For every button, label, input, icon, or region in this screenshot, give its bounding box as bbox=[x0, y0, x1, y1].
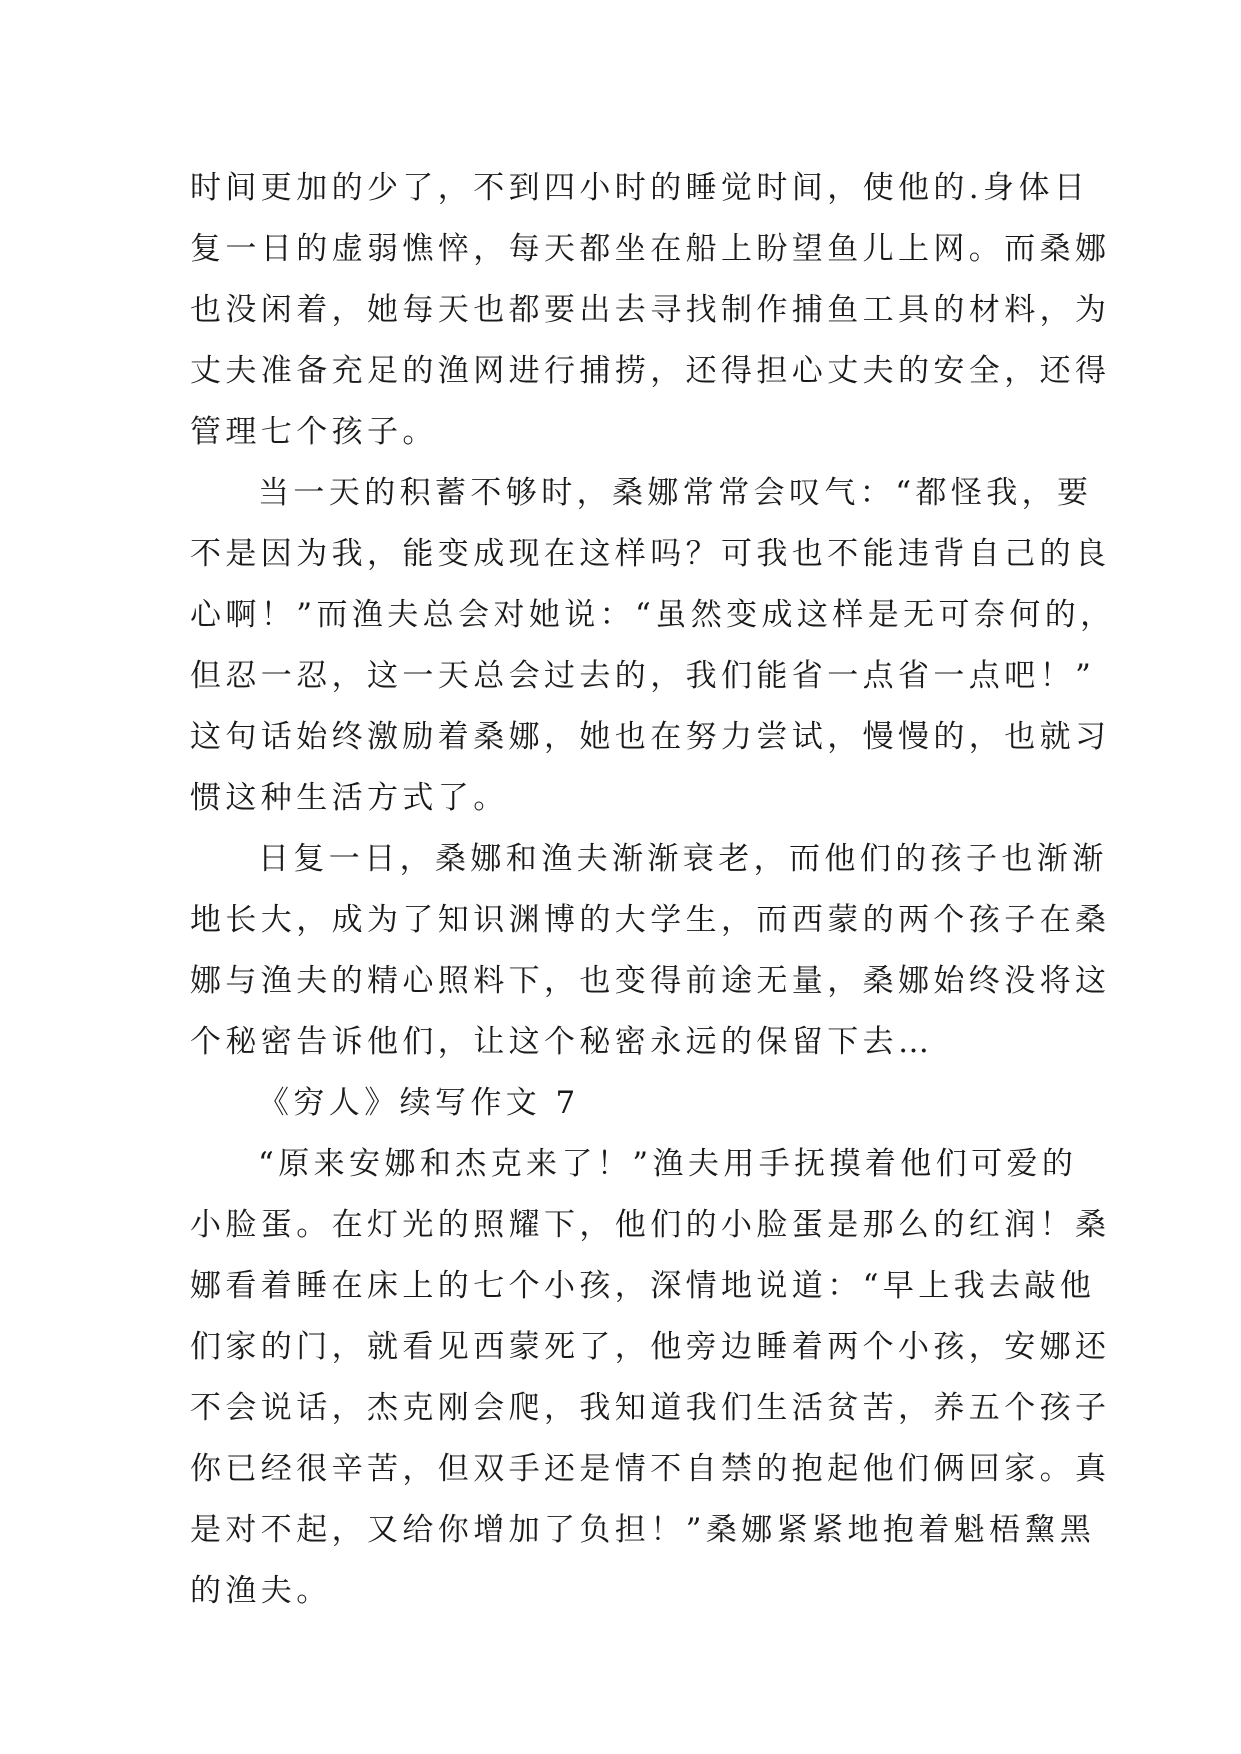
text-line: 娜与渔夫的精心照料下，也变得前途无量，桑娜始终没将这 bbox=[190, 963, 1111, 999]
text-line: 管理七个孩子。 bbox=[190, 414, 438, 450]
text-line: 心啊！”而渔夫总会对她说：“虽然变成这样是无可奈何的， bbox=[190, 597, 1116, 633]
document-body bbox=[190, 158, 1116, 1622]
text-line: 是对不起，又给你增加了负担！”桑娜紧紧地抱着魁梧黧黑 bbox=[190, 1512, 1096, 1548]
text-line: 不会说话，杰克刚会爬，我知道我们生活贫苦，养五个孩子 bbox=[190, 1390, 1111, 1426]
text-line: 不是因为我，能变成现在这样吗？可我也不能违背自己的良 bbox=[190, 536, 1111, 572]
section-heading: 《穷人》续写作文 7 bbox=[258, 1085, 580, 1121]
text-line: 丈夫准备充足的渔网进行捕捞，还得担心丈夫的安全，还得 bbox=[190, 353, 1111, 389]
paragraph-first-line: 当一天的积蓄不够时，桑娜常常会叹气：“都怪我，要 bbox=[258, 475, 1093, 511]
text-line: 时间更加的少了，不到四小时的睡觉时间，使他的.身体日 bbox=[190, 170, 1090, 206]
text-line: 的渔夫。 bbox=[190, 1573, 332, 1609]
text-line: 们家的门，就看见西蒙死了，他旁边睡着两个小孩，安娜还 bbox=[190, 1329, 1111, 1365]
text-line: 惯这种生活方式了。 bbox=[190, 780, 509, 816]
text-line: 地长大，成为了知识渊博的大学生，而西蒙的两个孩子在桑 bbox=[190, 902, 1111, 938]
text-line: 你已经很辛苦，但双手还是情不自禁的抱起他们俩回家。真 bbox=[190, 1451, 1111, 1487]
text-line: 这句话始终激励着桑娜，她也在努力尝试，慢慢的，也就习 bbox=[190, 719, 1111, 755]
paragraph-first-line: 日复一日，桑娜和渔夫渐渐衰老，而他们的孩子也渐渐 bbox=[258, 841, 1108, 877]
text-line: 也没闲着，她每天也都要出去寻找制作捕鱼工具的材料，为 bbox=[190, 292, 1111, 328]
text-line: 小脸蛋。在灯光的照耀下，他们的小脸蛋是那么的红润！桑 bbox=[190, 1207, 1111, 1243]
text-line: 娜看着睡在床上的七个小孩，深情地说道：“早上我去敲他 bbox=[190, 1268, 1096, 1304]
text-line: 个秘密告诉他们，让这个秘密永远的保留下去… bbox=[190, 1024, 934, 1060]
paragraph-first-line: “原来安娜和杰克来了！”渔夫用手抚摸着他们可爱的 bbox=[258, 1146, 1078, 1182]
text-line: 但忍一忍，这一天总会过去的，我们能省一点省一点吧！” bbox=[190, 658, 1096, 694]
text-line: 复一日的虚弱憔悴，每天都坐在船上盼望鱼儿上网。而桑娜 bbox=[190, 231, 1111, 267]
